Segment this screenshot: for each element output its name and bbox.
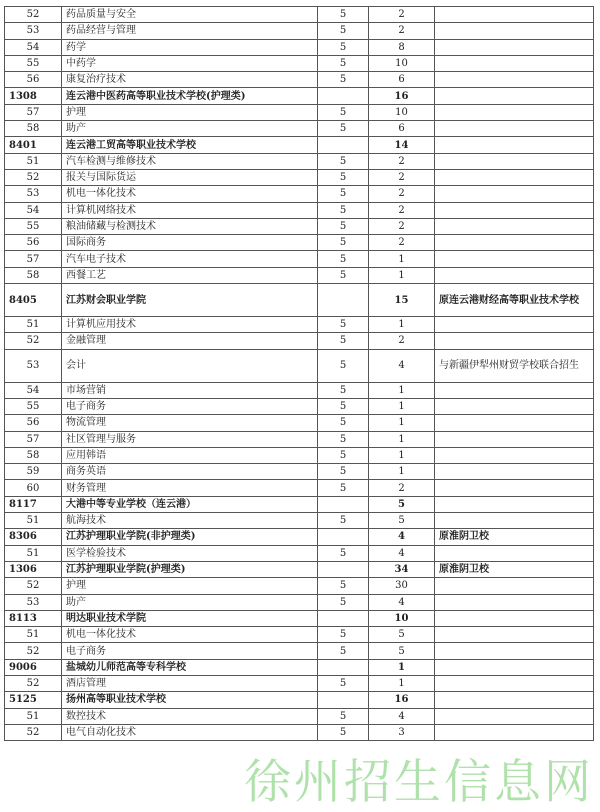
cell-code: 53	[5, 186, 62, 202]
major-row	[5, 104, 594, 120]
cell-count: 16	[369, 692, 435, 708]
cell-count: 1	[369, 675, 435, 691]
cell-years: 5	[318, 447, 369, 463]
cell-code: 51	[5, 317, 62, 333]
cell-years: 5	[318, 23, 369, 39]
cell-code: 59	[5, 464, 62, 480]
cell-name: 数控技术	[62, 708, 318, 724]
cell-years: 5	[318, 55, 369, 71]
cell-note: 与新疆伊犁州财贸学校联合招生	[435, 349, 594, 382]
enrollment-table	[4, 6, 594, 741]
cell-years: 5	[318, 153, 369, 169]
cell-years: 5	[318, 39, 369, 55]
cell-years: 5	[318, 464, 369, 480]
cell-code: 51	[5, 153, 62, 169]
cell-count: 2	[369, 218, 435, 234]
cell-years	[318, 137, 369, 153]
cell-note	[435, 104, 594, 120]
cell-code: 54	[5, 39, 62, 55]
cell-code: 52	[5, 578, 62, 594]
cell-code: 52	[5, 333, 62, 349]
major-row	[5, 480, 594, 496]
cell-note	[435, 447, 594, 463]
cell-count: 1	[369, 464, 435, 480]
cell-name: 会计	[62, 349, 318, 382]
cell-years: 5	[318, 513, 369, 529]
major-row	[5, 675, 594, 691]
cell-code: 8113	[5, 610, 62, 626]
cell-years: 5	[318, 431, 369, 447]
cell-count: 5	[369, 513, 435, 529]
cell-count: 6	[369, 121, 435, 137]
major-row	[5, 333, 594, 349]
cell-code: 8117	[5, 496, 62, 512]
cell-note: 原连云港财经高等职业技术学校	[435, 284, 594, 317]
school-row	[5, 692, 594, 708]
major-row	[5, 398, 594, 414]
cell-count: 1	[369, 251, 435, 267]
cell-years: 5	[318, 415, 369, 431]
cell-note	[435, 202, 594, 218]
cell-code: 58	[5, 447, 62, 463]
cell-name: 市场营销	[62, 382, 318, 398]
major-row	[5, 186, 594, 202]
major-row	[5, 627, 594, 643]
cell-count: 2	[369, 153, 435, 169]
cell-note	[435, 496, 594, 512]
cell-name: 明达职业技术学院	[62, 610, 318, 626]
cell-note	[435, 545, 594, 561]
major-row	[5, 545, 594, 561]
cell-name: 药学	[62, 39, 318, 55]
watermark-text: 徐州招生信息网	[244, 755, 594, 810]
cell-count: 1	[369, 398, 435, 414]
cell-code: 57	[5, 431, 62, 447]
cell-note	[435, 398, 594, 414]
cell-years: 5	[318, 235, 369, 251]
cell-note	[435, 659, 594, 675]
cell-name: 机电一体化技术	[62, 186, 318, 202]
cell-count: 2	[369, 202, 435, 218]
cell-years: 5	[318, 7, 369, 23]
cell-years: 5	[318, 121, 369, 137]
major-row	[5, 169, 594, 185]
cell-count: 14	[369, 137, 435, 153]
cell-years	[318, 659, 369, 675]
cell-years: 5	[318, 578, 369, 594]
cell-name: 国际商务	[62, 235, 318, 251]
cell-code: 52	[5, 7, 62, 23]
cell-note	[435, 251, 594, 267]
cell-years: 5	[318, 333, 369, 349]
cell-years: 5	[318, 545, 369, 561]
cell-count: 3	[369, 724, 435, 740]
cell-note	[435, 235, 594, 251]
cell-note	[435, 153, 594, 169]
cell-count: 1	[369, 267, 435, 283]
cell-code: 58	[5, 121, 62, 137]
cell-count: 4	[369, 708, 435, 724]
major-row	[5, 55, 594, 71]
cell-code: 52	[5, 675, 62, 691]
cell-years: 5	[318, 594, 369, 610]
cell-note	[435, 610, 594, 626]
cell-name: 酒店管理	[62, 675, 318, 691]
cell-name: 药品质量与安全	[62, 7, 318, 23]
school-row	[5, 284, 594, 317]
cell-count: 2	[369, 186, 435, 202]
cell-count: 6	[369, 72, 435, 88]
cell-name: 医学检验技术	[62, 545, 318, 561]
cell-note	[435, 88, 594, 104]
cell-years: 5	[318, 708, 369, 724]
cell-code: 55	[5, 398, 62, 414]
major-row	[5, 594, 594, 610]
cell-count: 4	[369, 594, 435, 610]
cell-name: 江苏财会职业学院	[62, 284, 318, 317]
cell-count: 1	[369, 317, 435, 333]
cell-note	[435, 692, 594, 708]
major-row	[5, 39, 594, 55]
major-row	[5, 202, 594, 218]
cell-note	[435, 594, 594, 610]
cell-code: 1306	[5, 561, 62, 577]
cell-name: 助产	[62, 594, 318, 610]
cell-note	[435, 23, 594, 39]
cell-count: 10	[369, 610, 435, 626]
cell-count: 4	[369, 529, 435, 545]
cell-code: 51	[5, 545, 62, 561]
cell-code: 5125	[5, 692, 62, 708]
cell-name: 连云港工贸高等职业技术学校	[62, 137, 318, 153]
cell-note	[435, 317, 594, 333]
cell-code: 52	[5, 724, 62, 740]
cell-years: 5	[318, 104, 369, 120]
cell-code: 9006	[5, 659, 62, 675]
cell-count: 15	[369, 284, 435, 317]
cell-note: 原淮阴卫校	[435, 561, 594, 577]
cell-count: 1	[369, 447, 435, 463]
cell-note	[435, 643, 594, 659]
cell-count: 1	[369, 415, 435, 431]
cell-name: 商务英语	[62, 464, 318, 480]
cell-count: 2	[369, 480, 435, 496]
cell-years: 5	[318, 267, 369, 283]
cell-name: 报关与国际货运	[62, 169, 318, 185]
cell-name: 计算机应用技术	[62, 317, 318, 333]
cell-count: 2	[369, 235, 435, 251]
major-row	[5, 513, 594, 529]
cell-code: 51	[5, 513, 62, 529]
cell-name: 药品经营与管理	[62, 23, 318, 39]
cell-years: 5	[318, 480, 369, 496]
cell-note	[435, 7, 594, 23]
cell-years: 5	[318, 627, 369, 643]
cell-count: 4	[369, 349, 435, 382]
cell-name: 助产	[62, 121, 318, 137]
cell-count: 1	[369, 382, 435, 398]
cell-name: 电气自动化技术	[62, 724, 318, 740]
cell-code: 8405	[5, 284, 62, 317]
school-row	[5, 561, 594, 577]
cell-count: 10	[369, 104, 435, 120]
cell-name: 电子商务	[62, 643, 318, 659]
major-row	[5, 643, 594, 659]
major-row	[5, 235, 594, 251]
cell-years: 5	[318, 186, 369, 202]
major-row	[5, 251, 594, 267]
cell-name: 护理	[62, 578, 318, 594]
cell-note	[435, 480, 594, 496]
cell-note	[435, 333, 594, 349]
cell-years: 5	[318, 202, 369, 218]
cell-note	[435, 431, 594, 447]
cell-years	[318, 88, 369, 104]
major-row	[5, 464, 594, 480]
cell-years	[318, 529, 369, 545]
major-row	[5, 218, 594, 234]
cell-name: 汽车电子技术	[62, 251, 318, 267]
school-row	[5, 496, 594, 512]
major-row	[5, 72, 594, 88]
cell-years: 5	[318, 398, 369, 414]
cell-name: 粮油储藏与检测技术	[62, 218, 318, 234]
cell-count: 5	[369, 627, 435, 643]
school-row	[5, 610, 594, 626]
cell-code: 55	[5, 55, 62, 71]
enrollment-table-body	[5, 7, 594, 741]
cell-name: 江苏护理职业学院(护理类)	[62, 561, 318, 577]
cell-count: 1	[369, 659, 435, 675]
major-row	[5, 447, 594, 463]
cell-note	[435, 72, 594, 88]
major-row	[5, 267, 594, 283]
cell-note	[435, 382, 594, 398]
major-row	[5, 382, 594, 398]
cell-name: 财务管理	[62, 480, 318, 496]
cell-count: 2	[369, 169, 435, 185]
cell-code: 52	[5, 643, 62, 659]
cell-code: 53	[5, 349, 62, 382]
cell-code: 57	[5, 251, 62, 267]
cell-code: 57	[5, 104, 62, 120]
major-row	[5, 153, 594, 169]
cell-name: 社区管理与服务	[62, 431, 318, 447]
cell-years: 5	[318, 675, 369, 691]
major-row	[5, 317, 594, 333]
major-row	[5, 708, 594, 724]
cell-note	[435, 627, 594, 643]
cell-code: 58	[5, 267, 62, 283]
cell-name: 物流管理	[62, 415, 318, 431]
cell-code: 56	[5, 235, 62, 251]
cell-count: 8	[369, 39, 435, 55]
major-row	[5, 23, 594, 39]
cell-years	[318, 561, 369, 577]
cell-code: 51	[5, 708, 62, 724]
cell-years	[318, 284, 369, 317]
cell-note	[435, 708, 594, 724]
cell-note: 原淮阴卫校	[435, 529, 594, 545]
cell-name: 盐城幼儿师范高等专科学校	[62, 659, 318, 675]
cell-note	[435, 121, 594, 137]
cell-note	[435, 218, 594, 234]
cell-code: 8401	[5, 137, 62, 153]
cell-note	[435, 267, 594, 283]
cell-code: 56	[5, 72, 62, 88]
cell-name: 中药学	[62, 55, 318, 71]
cell-count: 5	[369, 643, 435, 659]
cell-years: 5	[318, 382, 369, 398]
cell-count: 2	[369, 333, 435, 349]
major-row	[5, 578, 594, 594]
cell-code: 53	[5, 594, 62, 610]
cell-note	[435, 724, 594, 740]
cell-code: 54	[5, 202, 62, 218]
cell-count: 1	[369, 431, 435, 447]
cell-note	[435, 578, 594, 594]
school-row	[5, 88, 594, 104]
cell-note	[435, 39, 594, 55]
cell-name: 金融管理	[62, 333, 318, 349]
school-row	[5, 659, 594, 675]
cell-count: 10	[369, 55, 435, 71]
cell-count: 34	[369, 561, 435, 577]
cell-count: 30	[369, 578, 435, 594]
cell-code: 53	[5, 23, 62, 39]
cell-count: 5	[369, 496, 435, 512]
cell-note	[435, 415, 594, 431]
major-row	[5, 724, 594, 740]
cell-code: 56	[5, 415, 62, 431]
school-row	[5, 137, 594, 153]
cell-note	[435, 675, 594, 691]
cell-code: 54	[5, 382, 62, 398]
major-row	[5, 121, 594, 137]
cell-name: 机电一体化技术	[62, 627, 318, 643]
major-row	[5, 415, 594, 431]
cell-note	[435, 55, 594, 71]
cell-note	[435, 137, 594, 153]
school-row	[5, 529, 594, 545]
cell-note	[435, 169, 594, 185]
cell-years	[318, 692, 369, 708]
cell-count: 16	[369, 88, 435, 104]
cell-count: 2	[369, 23, 435, 39]
cell-name: 航海技术	[62, 513, 318, 529]
cell-name: 扬州高等职业技术学校	[62, 692, 318, 708]
cell-name: 计算机网络技术	[62, 202, 318, 218]
cell-years: 5	[318, 317, 369, 333]
cell-name: 应用韩语	[62, 447, 318, 463]
cell-code: 51	[5, 627, 62, 643]
major-row	[5, 349, 594, 382]
cell-code: 1308	[5, 88, 62, 104]
cell-name: 电子商务	[62, 398, 318, 414]
cell-years	[318, 496, 369, 512]
cell-code: 60	[5, 480, 62, 496]
cell-years: 5	[318, 349, 369, 382]
cell-years: 5	[318, 251, 369, 267]
cell-note	[435, 513, 594, 529]
cell-years: 5	[318, 643, 369, 659]
cell-name: 西餐工艺	[62, 267, 318, 283]
cell-count: 4	[369, 545, 435, 561]
cell-code: 52	[5, 169, 62, 185]
cell-note	[435, 464, 594, 480]
cell-count: 2	[369, 7, 435, 23]
cell-years: 5	[318, 218, 369, 234]
major-row	[5, 7, 594, 23]
cell-name: 江苏护理职业学院(非护理类)	[62, 529, 318, 545]
cell-years	[318, 610, 369, 626]
cell-name: 大港中等专业学校（连云港）	[62, 496, 318, 512]
cell-code: 55	[5, 218, 62, 234]
cell-name: 护理	[62, 104, 318, 120]
cell-years: 5	[318, 169, 369, 185]
cell-years: 5	[318, 724, 369, 740]
major-row	[5, 431, 594, 447]
cell-years: 5	[318, 72, 369, 88]
cell-note	[435, 186, 594, 202]
cell-code: 8306	[5, 529, 62, 545]
cell-name: 康复治疗技术	[62, 72, 318, 88]
cell-name: 汽车检测与维修技术	[62, 153, 318, 169]
cell-name: 连云港中医药高等职业技术学校(护理类)	[62, 88, 318, 104]
